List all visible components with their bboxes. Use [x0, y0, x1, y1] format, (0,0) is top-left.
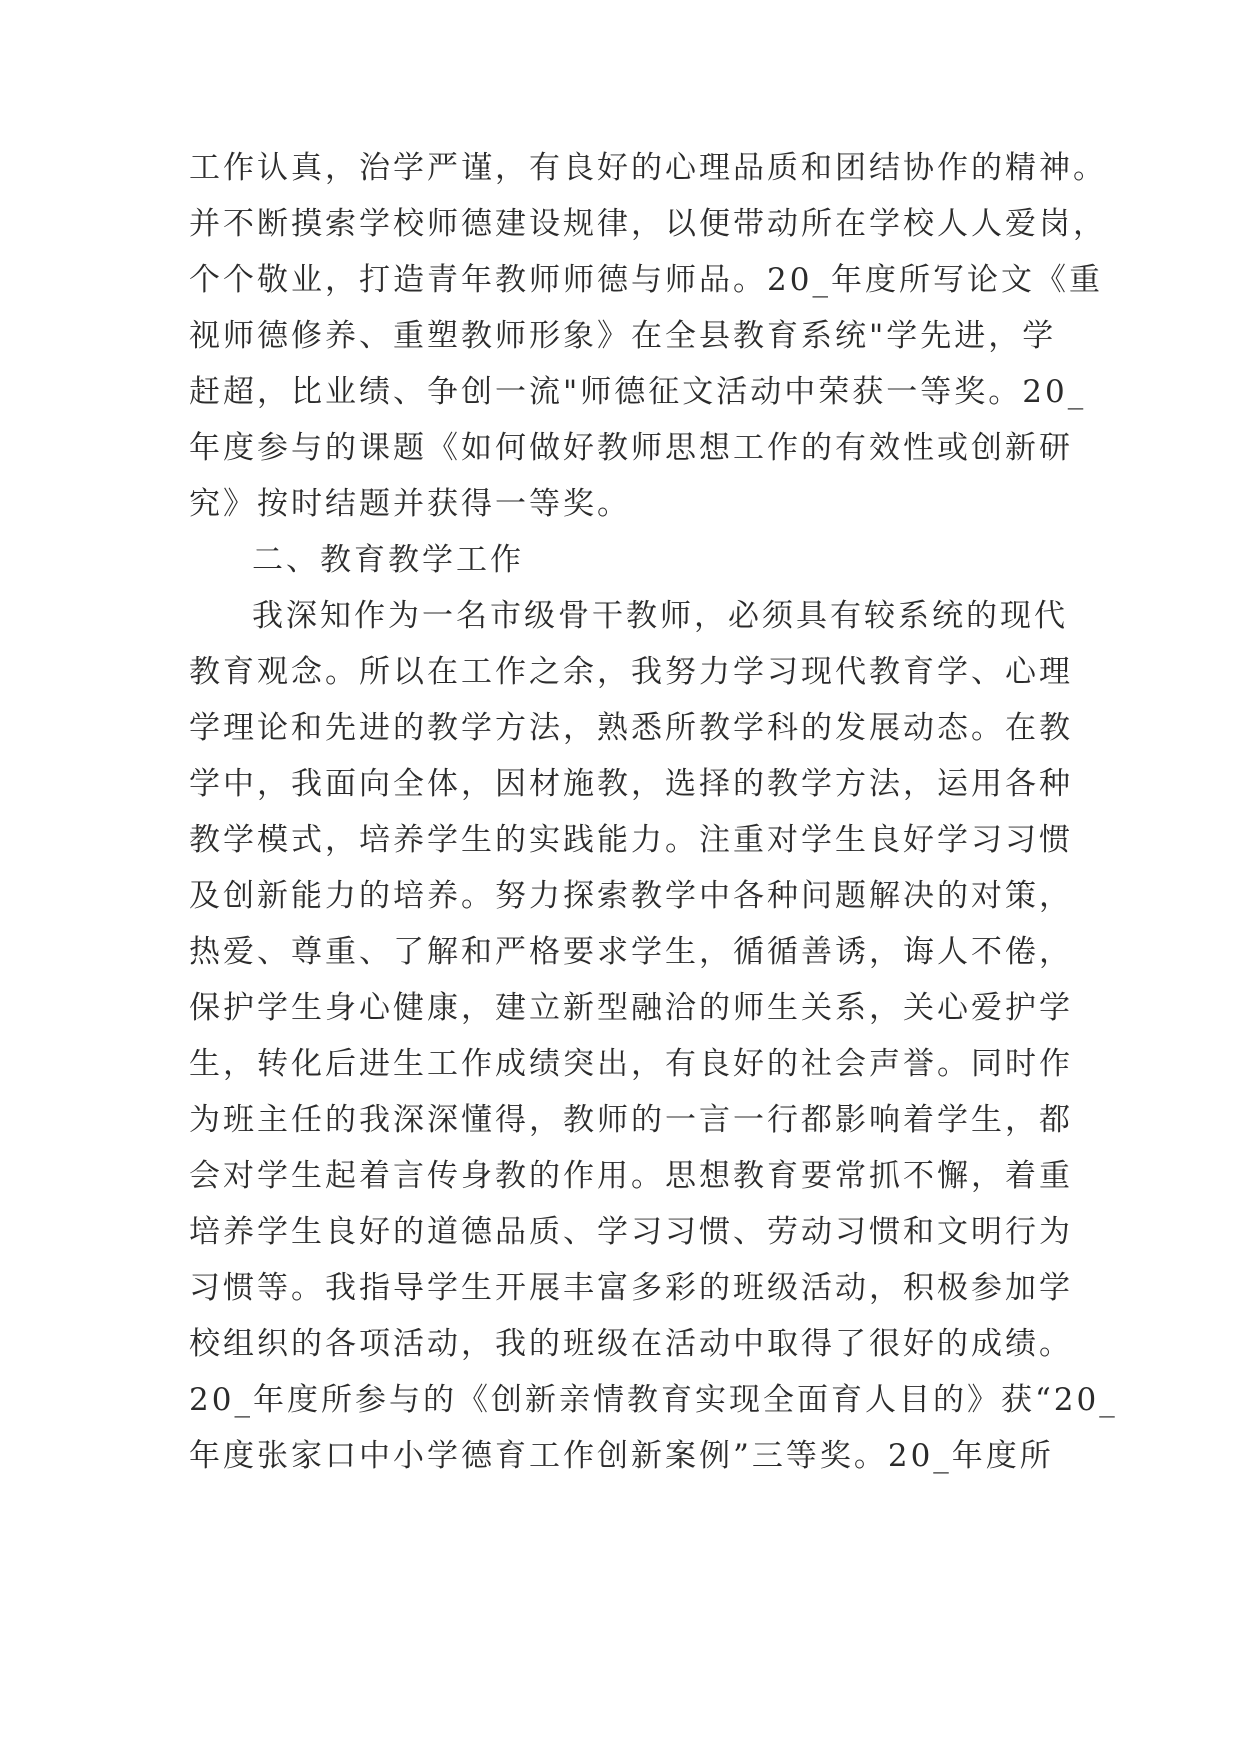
text-line: 为班主任的我深深懂得，教师的一言一行都影响着学生，都	[189, 1102, 1073, 1138]
text-line: 视师德修养、重塑教师形象》在全县教育系统"学先进，学	[189, 318, 1057, 354]
section-heading: 二、教育教学工作	[252, 542, 524, 578]
text-line: 教学模式，培养学生的实践能力。注重对学生良好学习习惯	[189, 822, 1073, 858]
text-line: 热爱、尊重、了解和严格要求学生，循循善诱，诲人不倦，	[189, 934, 1073, 970]
text-line: 个个敬业，打造青年教师师德与师品。20_年度所写论文《重	[189, 262, 1103, 298]
text-line: 我深知作为一名市级骨干教师，必须具有较系统的现代	[252, 598, 1068, 634]
text-line: 究》按时结题并获得一等奖。	[189, 486, 631, 522]
text-line: 保护学生身心健康，建立新型融洽的师生关系，关心爱护学	[189, 990, 1073, 1026]
text-line: 20_年度所参与的《创新亲情教育实现全面育人目的》获“20_	[189, 1382, 1118, 1418]
text-line: 校组织的各项活动，我的班级在活动中取得了很好的成绩。	[189, 1326, 1073, 1362]
text-line: 并不断摸索学校师德建设规律，以便带动所在学校人人爱岗，	[189, 206, 1107, 242]
text-line: 赶超，比业绩、争创一流"师德征文活动中荣获一等奖。20_	[189, 374, 1087, 410]
text-line: 教育观念。所以在工作之余，我努力学习现代教育学、心理	[189, 654, 1073, 690]
text-line: 年度参与的课题《如何做好教师思想工作的有效性或创新研	[189, 430, 1073, 466]
text-line: 习惯等。我指导学生开展丰富多彩的班级活动，积极参加学	[189, 1270, 1073, 1306]
text-line: 学中，我面向全体，因材施教，选择的教学方法，运用各种	[189, 766, 1073, 802]
text-line: 及创新能力的培养。努力探索教学中各种问题解决的对策，	[189, 878, 1073, 914]
text-line: 学理论和先进的教学方法，熟悉所教学科的发展动态。在教	[189, 710, 1073, 746]
text-line: 生，转化后进生工作成绩突出，有良好的社会声誉。同时作	[189, 1046, 1073, 1082]
text-line: 年度张家口中小学德育工作创新案例”三等奖。20_年度所	[189, 1438, 1054, 1474]
text-line: 会对学生起着言传身教的作用。思想教育要常抓不懈，着重	[189, 1158, 1073, 1194]
text-line: 培养学生良好的道德品质、学习习惯、劳动习惯和文明行为	[189, 1214, 1073, 1250]
text-line: 工作认真，治学严谨，有良好的心理品质和团结协作的精神。	[189, 150, 1107, 186]
